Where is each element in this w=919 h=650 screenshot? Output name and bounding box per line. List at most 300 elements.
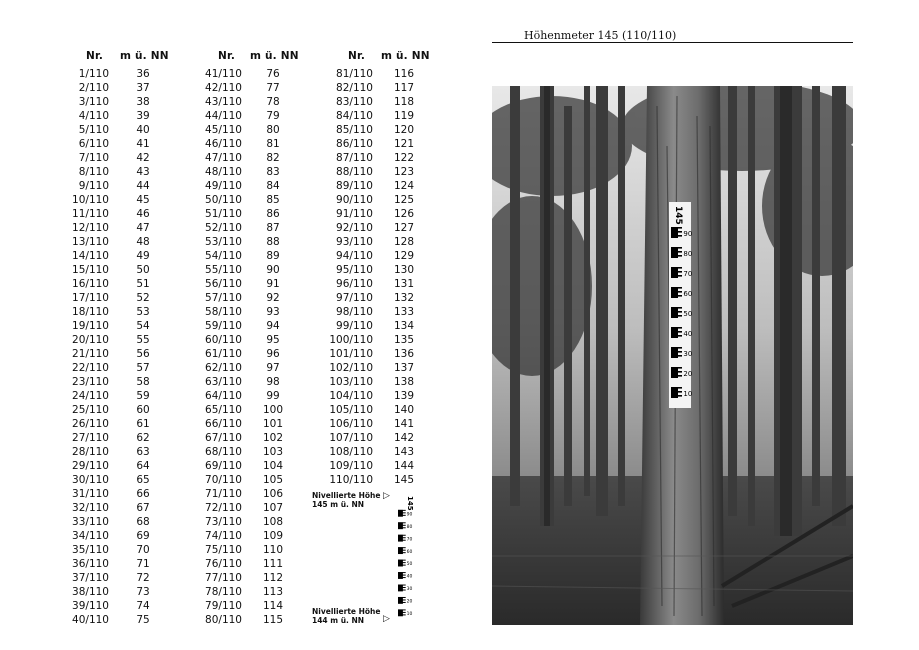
page-title: Höhenmeter 145 (110/110) [524, 29, 677, 42]
gauge-tick [398, 540, 406, 541]
column-header-elevation: m ü. NN [120, 50, 169, 62]
row-number: 106/110 [329, 418, 373, 430]
table-row [0, 403, 450, 417]
row-elevation: 120 [393, 124, 415, 136]
gauge-tick [671, 335, 682, 337]
row-elevation: 85 [266, 194, 280, 206]
row-elevation: 65 [136, 474, 150, 486]
photo-marker-top: 145 [673, 206, 683, 225]
row-elevation: 59 [136, 390, 150, 402]
row-number: 50/110 [205, 194, 242, 206]
row-elevation: 103 [262, 446, 284, 458]
column-header-elevation: m ü. NN [250, 50, 299, 62]
row-elevation: 66 [136, 488, 150, 500]
gauge-label: 90 [683, 230, 693, 238]
row-number: 80/110 [205, 614, 242, 626]
gauge-tick [398, 552, 406, 553]
gauge-tick [671, 367, 682, 369]
row-number: 101/110 [329, 348, 373, 360]
row-elevation: 99 [266, 390, 280, 402]
row-number: 74/110 [205, 530, 242, 542]
row-number: 83/110 [336, 96, 373, 108]
row-elevation: 46 [136, 208, 150, 220]
row-number: 104/110 [329, 390, 373, 402]
row-number: 46/110 [205, 138, 242, 150]
row-elevation: 102 [262, 432, 284, 444]
row-elevation: 137 [393, 362, 415, 374]
row-elevation: 54 [136, 320, 150, 332]
row-number: 57/110 [205, 292, 242, 304]
gauge-tick [671, 375, 682, 377]
row-elevation: 132 [393, 292, 415, 304]
row-elevation: 63 [136, 446, 150, 458]
gauge-label: 50 [683, 310, 693, 318]
row-elevation: 84 [266, 180, 280, 192]
gauge-tick [398, 525, 406, 526]
row-elevation: 119 [393, 110, 415, 122]
row-number: 35/110 [72, 544, 109, 556]
row-elevation: 111 [262, 558, 284, 570]
row-number: 95/110 [336, 264, 373, 276]
table-row [0, 291, 450, 305]
gauge-tick [398, 585, 406, 586]
gauge-tick [671, 347, 682, 349]
gauge-label: 30 [406, 587, 413, 593]
row-number: 17/110 [72, 292, 109, 304]
row-number: 24/110 [72, 390, 109, 402]
row-number: 48/110 [205, 166, 242, 178]
table-row [0, 599, 450, 613]
column-header-nr: Nr. [218, 50, 236, 62]
row-elevation: 139 [393, 390, 415, 402]
gauge-tick [671, 247, 682, 249]
row-elevation: 40 [136, 124, 150, 136]
row-number: 98/110 [336, 306, 373, 318]
gauge-tick [398, 577, 406, 578]
row-number: 93/110 [336, 236, 373, 248]
row-number: 77/110 [205, 572, 242, 584]
row-elevation: 114 [262, 600, 284, 612]
table-row [0, 151, 450, 165]
row-elevation: 112 [262, 572, 284, 584]
row-elevation: 121 [393, 138, 415, 150]
gauge-tick [398, 547, 406, 548]
row-number: 33/110 [72, 516, 109, 528]
table-row [0, 193, 450, 207]
row-number: 6/110 [78, 138, 109, 150]
table-row [0, 305, 450, 319]
table-row [0, 81, 450, 95]
gauge-tick [671, 351, 682, 353]
gauge-tick [671, 327, 682, 329]
gauge-tick [671, 267, 682, 269]
row-elevation: 67 [136, 502, 150, 514]
row-elevation: 55 [136, 334, 150, 346]
row-number: 79/110 [205, 600, 242, 612]
row-elevation: 94 [266, 320, 280, 332]
row-number: 29/110 [72, 460, 109, 472]
row-number: 69/110 [205, 460, 242, 472]
row-number: 40/110 [72, 614, 109, 626]
row-elevation: 142 [393, 432, 415, 444]
gauge-tick [671, 387, 682, 389]
row-number: 21/110 [72, 348, 109, 360]
row-number: 61/110 [205, 348, 242, 360]
row-number: 38/110 [72, 586, 109, 598]
gauge-tick [671, 235, 682, 237]
row-number: 18/110 [72, 306, 109, 318]
row-number: 13/110 [72, 236, 109, 248]
gauge-label: 10 [683, 390, 693, 398]
row-elevation: 90 [266, 264, 280, 276]
gauge-label: 90 [406, 512, 413, 518]
row-elevation: 37 [136, 82, 150, 94]
gauge-tick [398, 587, 406, 588]
row-number: 27/110 [72, 432, 109, 444]
row-elevation: 44 [136, 180, 150, 192]
row-number: 53/110 [205, 236, 242, 248]
row-number: 109/110 [329, 460, 373, 472]
row-number: 4/110 [78, 110, 109, 122]
row-number: 94/110 [336, 250, 373, 262]
row-number: 75/110 [205, 544, 242, 556]
row-elevation: 138 [393, 376, 415, 388]
gauge-tick [398, 599, 406, 600]
row-number: 65/110 [205, 404, 242, 416]
row-elevation: 113 [262, 586, 284, 598]
gauge-label: 40 [683, 330, 693, 338]
row-elevation: 98 [266, 376, 280, 388]
table-row [0, 515, 450, 529]
row-number: 107/110 [329, 432, 373, 444]
row-elevation: 116 [393, 68, 415, 80]
row-elevation: 39 [136, 110, 150, 122]
gauge-tick [671, 295, 682, 297]
gauge-tick [398, 535, 406, 536]
row-number: 39/110 [72, 600, 109, 612]
row-number: 2/110 [78, 82, 109, 94]
row-elevation: 124 [393, 180, 415, 192]
triangle-marker-icon: ▷ [383, 614, 390, 624]
triangle-marker-icon: ▷ [383, 491, 390, 501]
gauge-tick [398, 565, 406, 566]
row-number: 70/110 [205, 474, 242, 486]
table-row [0, 109, 450, 123]
table-row [0, 557, 450, 571]
row-elevation: 87 [266, 222, 280, 234]
row-number: 30/110 [72, 474, 109, 486]
row-number: 12/110 [72, 222, 109, 234]
gauge-tick [671, 315, 682, 317]
gauge-tick [671, 291, 682, 293]
row-elevation: 57 [136, 362, 150, 374]
row-number: 72/110 [205, 502, 242, 514]
legend-bottom-line1: Nivellierte Höhe [312, 607, 381, 616]
legend-staff-gauge [396, 494, 414, 622]
gauge-tick [671, 287, 682, 289]
table-row [0, 277, 450, 291]
gauge-tick [398, 609, 406, 610]
row-number: 87/110 [336, 152, 373, 164]
table-row [0, 389, 450, 403]
row-number: 103/110 [329, 376, 373, 388]
row-elevation: 127 [393, 222, 415, 234]
table-row [0, 361, 450, 375]
row-number: 92/110 [336, 222, 373, 234]
gauge-label: 80 [406, 524, 413, 530]
row-number: 36/110 [72, 558, 109, 570]
row-number: 110/110 [329, 474, 373, 486]
gauge-tick [671, 271, 682, 273]
table-row [0, 417, 450, 431]
row-elevation: 144 [393, 460, 415, 472]
gauge-tick [671, 391, 682, 393]
row-elevation: 53 [136, 306, 150, 318]
gauge-tick [398, 527, 406, 528]
gauge-tick [671, 307, 682, 309]
table-row [0, 319, 450, 333]
table-row [0, 473, 450, 487]
row-number: 42/110 [205, 82, 242, 94]
row-number: 11/110 [72, 208, 109, 220]
gauge-tick [671, 331, 682, 333]
row-number: 73/110 [205, 516, 242, 528]
row-elevation: 88 [266, 236, 280, 248]
table-row [0, 95, 450, 109]
row-number: 105/110 [329, 404, 373, 416]
row-elevation: 92 [266, 292, 280, 304]
row-number: 23/110 [72, 376, 109, 388]
row-elevation: 77 [266, 82, 280, 94]
row-elevation: 81 [266, 138, 280, 150]
row-elevation: 130 [393, 264, 415, 276]
table-row [0, 137, 450, 151]
row-elevation: 42 [136, 152, 150, 164]
row-number: 96/110 [336, 278, 373, 290]
row-number: 1/110 [78, 68, 109, 80]
row-number: 68/110 [205, 446, 242, 458]
gauge-label: 70 [683, 270, 693, 278]
row-elevation: 106 [262, 488, 284, 500]
gauge-tick [398, 575, 406, 576]
row-number: 62/110 [205, 362, 242, 374]
table-row [0, 249, 450, 263]
row-number: 66/110 [205, 418, 242, 430]
table-row [0, 123, 450, 137]
row-elevation: 64 [136, 460, 150, 472]
table-row [0, 529, 450, 543]
row-number: 28/110 [72, 446, 109, 458]
row-number: 71/110 [205, 488, 242, 500]
gauge-label: 60 [683, 290, 693, 298]
row-number: 44/110 [205, 110, 242, 122]
row-number: 56/110 [205, 278, 242, 290]
gauge-tick [671, 275, 682, 277]
row-number: 7/110 [78, 152, 109, 164]
row-elevation: 79 [266, 110, 280, 122]
row-elevation: 129 [393, 250, 415, 262]
gauge-tick [671, 231, 682, 233]
row-number: 85/110 [336, 124, 373, 136]
row-number: 82/110 [336, 82, 373, 94]
row-number: 59/110 [205, 320, 242, 332]
row-number: 47/110 [205, 152, 242, 164]
row-elevation: 72 [136, 572, 150, 584]
row-number: 51/110 [205, 208, 242, 220]
table-row [0, 67, 450, 81]
table-row [0, 179, 450, 193]
row-number: 99/110 [336, 320, 373, 332]
row-number: 3/110 [78, 96, 109, 108]
row-number: 26/110 [72, 418, 109, 430]
row-elevation: 107 [262, 502, 284, 514]
row-elevation: 69 [136, 530, 150, 542]
gauge-label: 20 [683, 370, 693, 378]
row-elevation: 58 [136, 376, 150, 388]
row-elevation: 97 [266, 362, 280, 374]
row-elevation: 115 [262, 614, 284, 626]
row-elevation: 50 [136, 264, 150, 276]
row-elevation: 49 [136, 250, 150, 262]
gauge-tick [398, 522, 406, 523]
gauge-label: 60 [406, 549, 413, 555]
gauge-label: 30 [683, 350, 693, 358]
row-elevation: 126 [393, 208, 415, 220]
row-number: 20/110 [72, 334, 109, 346]
row-elevation: 71 [136, 558, 150, 570]
row-number: 10/110 [72, 194, 109, 206]
row-number: 19/110 [72, 320, 109, 332]
row-elevation: 74 [136, 600, 150, 612]
legend-bottom-note [312, 607, 380, 625]
row-elevation: 118 [393, 96, 415, 108]
row-number: 86/110 [336, 138, 373, 150]
row-elevation: 110 [262, 544, 284, 556]
row-elevation: 135 [393, 334, 415, 346]
row-number: 97/110 [336, 292, 373, 304]
gauge-tick [671, 255, 682, 257]
row-elevation: 51 [136, 278, 150, 290]
gauge-tick [398, 510, 406, 511]
gauge-label: 80 [683, 250, 693, 258]
row-elevation: 60 [136, 404, 150, 416]
row-elevation: 52 [136, 292, 150, 304]
gauge-label: 10 [406, 612, 413, 618]
gauge-tick [398, 537, 406, 538]
row-elevation: 68 [136, 516, 150, 528]
row-number: 37/110 [72, 572, 109, 584]
gauge-label: 40 [406, 574, 413, 580]
row-number: 63/110 [205, 376, 242, 388]
forest-photo [492, 86, 853, 625]
row-elevation: 82 [266, 152, 280, 164]
row-elevation: 133 [393, 306, 415, 318]
row-elevation: 83 [266, 166, 280, 178]
gauge-tick [398, 515, 406, 516]
row-number: 84/110 [336, 110, 373, 122]
row-elevation: 93 [266, 306, 280, 318]
row-number: 91/110 [336, 208, 373, 220]
legend-top-note [312, 491, 380, 509]
row-number: 22/110 [72, 362, 109, 374]
table-row [0, 459, 450, 473]
row-elevation: 78 [266, 96, 280, 108]
table-row [0, 165, 450, 179]
row-number: 25/110 [72, 404, 109, 416]
row-elevation: 70 [136, 544, 150, 556]
row-elevation: 140 [393, 404, 415, 416]
table-row [0, 333, 450, 347]
gauge-tick [398, 590, 406, 591]
legend-top-line2: 145 m ü. NN [312, 500, 365, 509]
table-row [0, 263, 450, 277]
row-elevation: 45 [136, 194, 150, 206]
row-elevation: 141 [393, 418, 415, 430]
row-number: 34/110 [72, 530, 109, 542]
gauge-tick [398, 550, 406, 551]
row-elevation: 96 [266, 348, 280, 360]
row-elevation: 38 [136, 96, 150, 108]
column-header-elevation: m ü. NN [381, 50, 430, 62]
row-number: 90/110 [336, 194, 373, 206]
row-elevation: 109 [262, 530, 284, 542]
row-number: 9/110 [78, 180, 109, 192]
table-row [0, 543, 450, 557]
gauge-tick [671, 395, 682, 397]
row-number: 45/110 [205, 124, 242, 136]
table-row [0, 221, 450, 235]
row-elevation: 105 [262, 474, 284, 486]
table-row [0, 571, 450, 585]
gauge-tick [671, 251, 682, 253]
gauge-label: 70 [406, 537, 413, 543]
row-elevation: 123 [393, 166, 415, 178]
legend-marker-top: 145 [406, 496, 414, 511]
row-elevation: 75 [136, 614, 150, 626]
row-elevation: 143 [393, 446, 415, 458]
row-number: 8/110 [78, 166, 109, 178]
gauge-tick [671, 355, 682, 357]
row-number: 15/110 [72, 264, 109, 276]
row-number: 43/110 [205, 96, 242, 108]
table-row [0, 347, 450, 361]
gauge-tick [398, 560, 406, 561]
row-number: 5/110 [78, 124, 109, 136]
row-number: 81/110 [336, 68, 373, 80]
row-elevation: 128 [393, 236, 415, 248]
row-elevation: 43 [136, 166, 150, 178]
gauge-tick [398, 512, 406, 513]
row-elevation: 117 [393, 82, 415, 94]
row-elevation: 47 [136, 222, 150, 234]
table-row [0, 207, 450, 221]
gauge-tick [671, 227, 682, 229]
row-number: 55/110 [205, 264, 242, 276]
row-number: 32/110 [72, 502, 109, 514]
gauge-tick [671, 311, 682, 313]
table-row [0, 501, 450, 518]
row-elevation: 73 [136, 586, 150, 598]
row-elevation: 95 [266, 334, 280, 346]
row-number: 64/110 [205, 390, 242, 402]
row-elevation: 125 [393, 194, 415, 206]
gauge-tick [671, 371, 682, 373]
row-elevation: 145 [393, 474, 415, 486]
row-elevation: 76 [266, 68, 280, 80]
row-elevation: 91 [266, 278, 280, 290]
row-elevation: 48 [136, 236, 150, 248]
gauge-tick [398, 612, 406, 613]
